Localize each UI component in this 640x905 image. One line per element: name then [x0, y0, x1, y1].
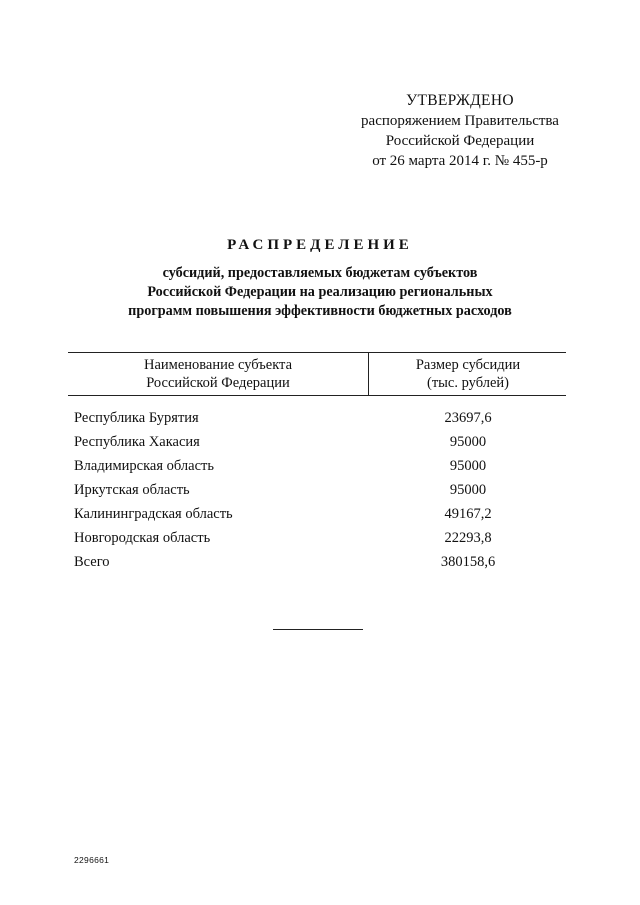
subsidy-value: 95000: [449, 482, 487, 498]
total-label: Всего: [74, 554, 110, 570]
table-row: [74, 502, 564, 526]
document-subtitle: [80, 264, 560, 321]
header-amount-line-2: (тыс. рублей): [427, 375, 509, 391]
table-row: [74, 526, 564, 550]
region-name: Республика Бурятия: [74, 410, 199, 426]
subsidy-value: 95000: [449, 434, 487, 450]
approval-stamp: [330, 91, 590, 171]
table-row: [74, 478, 564, 502]
subsidy-value: 23697,6: [444, 410, 492, 426]
subtitle-line-2: Российской Федерации на реализацию региональных: [147, 284, 493, 300]
end-divider: [273, 629, 363, 630]
approval-line-2: Российской Федерации: [385, 133, 535, 149]
approval-line-3: от 26 марта 2014 г. № 455-р: [372, 153, 548, 169]
subsidy-value: 49167,2: [444, 506, 492, 522]
header-region-line-1: Наименование субъекта: [143, 357, 293, 373]
table-row: [74, 406, 564, 430]
document-title: РАСПРЕДЕЛЕНИЕ: [227, 237, 413, 253]
approval-line-1: распоряжением Правительства: [361, 113, 559, 129]
region-name: Республика Хакасия: [74, 434, 200, 450]
region-name: Новгородская область: [74, 530, 211, 546]
region-name: Иркутская область: [74, 482, 190, 498]
table-row: [74, 454, 564, 478]
subsidy-value: 22293,8: [444, 530, 492, 546]
header-region-name: [68, 353, 369, 395]
header-region-line-2: Российской Федерации: [146, 375, 290, 391]
table-body: [74, 406, 564, 574]
approval-heading: УТВЕРЖДЕНО: [406, 92, 514, 109]
total-value: 380158,6: [440, 554, 496, 570]
subtitle-line-3: программ повышения эффективности бюджетных расходов: [128, 303, 512, 319]
region-name: Владимирская область: [74, 458, 214, 474]
table-row-total: [74, 550, 564, 574]
table-row: [74, 430, 564, 454]
header-amount-line-1: Размер субсидии: [415, 357, 521, 373]
document-code: 2296661: [74, 855, 110, 865]
header-subsidy-amount: [370, 353, 566, 395]
table-header: [68, 352, 566, 396]
subtitle-line-1: субсидий, предоставляемых бюджетам субъектов: [162, 265, 478, 281]
region-name: Калининградская область: [74, 506, 233, 522]
subsidy-value: 95000: [449, 458, 487, 474]
